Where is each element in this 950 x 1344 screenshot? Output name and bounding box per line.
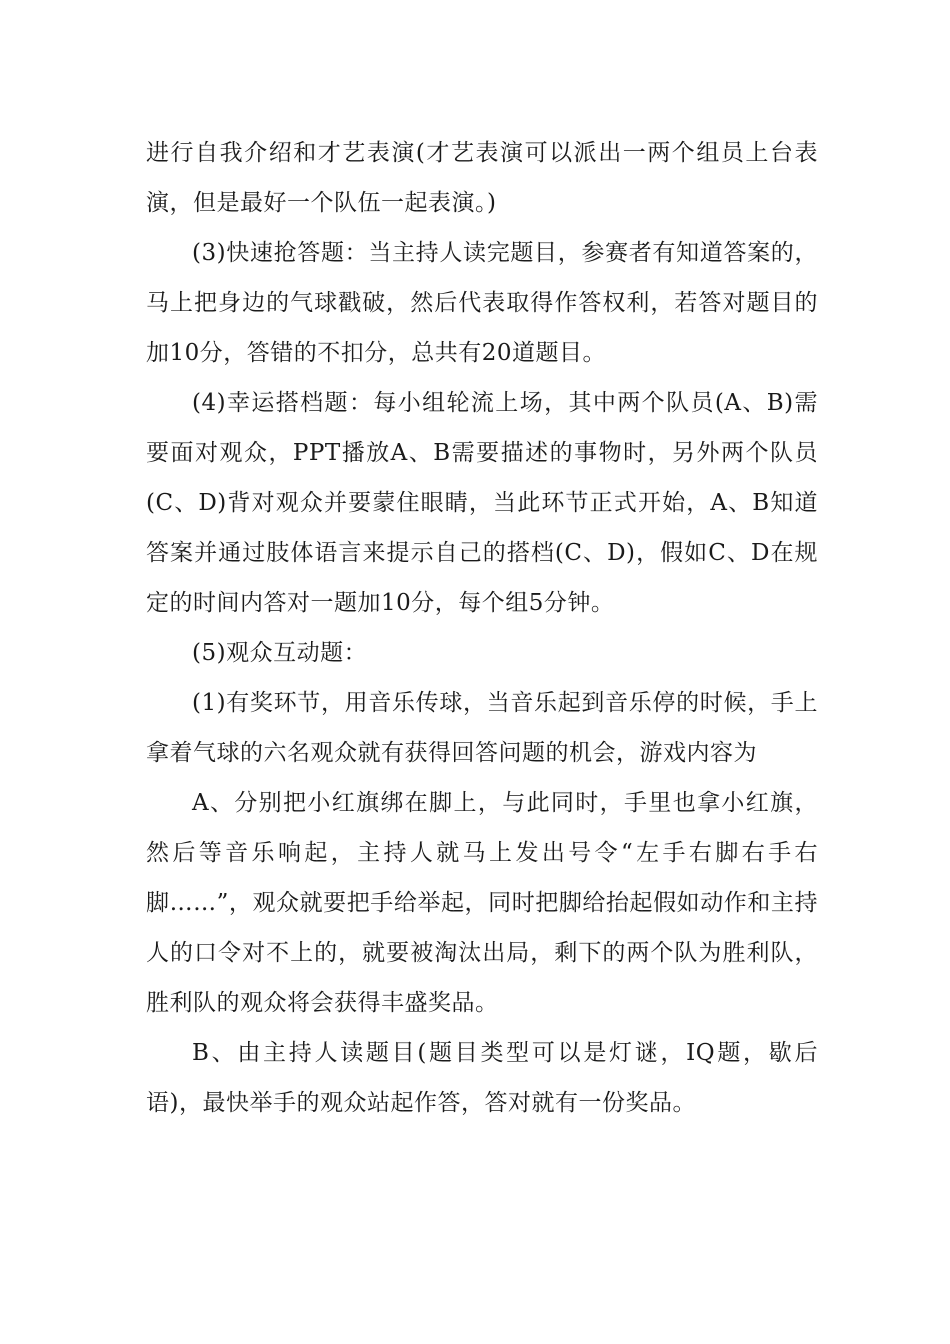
paragraph-prize-session: (1)有奖环节，用音乐传球，当音乐起到音乐停的时候，手上拿着气球的六名观众就有获得回答问题的机会，游戏内容为 [146, 690, 818, 766]
document-body [146, 128, 818, 1128]
paragraph-quick-answer: (3)快速抢答题：当主持人读完题目，参赛者有知道答案的，马上把身边的气球戳破，然后代表取得作答权利，若答对题目的加10分，答错的不扣分，总共有20道题目。 [146, 240, 818, 366]
paragraph-talent-intro: 进行自我介绍和才艺表演(才艺表演可以派出一两个组员上台表演，但是最好一个队伍一起表演。) [146, 140, 818, 216]
paragraph-lucky-partner: (4)幸运搭档题：每小组轮流上场，其中两个队员(A、B)需要面对观众，PPT播放A、B需要描述的事物时，另外两个队员(C、D)背对观众并要蒙住眼睛，当此环节正式开始，A、B知道答案并通过肢体语言来提示自己的搭档(C、D)，假如C、D在规定的时间内答对一题加10分，每个组5分钟。 [146, 390, 818, 616]
paragraph-red-flag-game: A、分别把小红旗绑在脚上，与此同时，手里也拿小红旗，然后等音乐响起，主持人就马上发出号令“左手右脚右手右脚……”，观众就要把手给举起，同时把脚给抬起假如动作和主持人的口令对不上的，就要被淘汰出局，剩下的两个队为胜利队，胜利队的观众将会获得丰盛奖品。 [146, 790, 818, 1016]
paragraph-audience-interaction: (5)观众互动题： [192, 640, 368, 666]
paragraph-riddle-game: B、由主持人读题目(题目类型可以是灯谜，IQ题，歇后语)，最快举手的观众站起作答，答对就有一份奖品。 [146, 1040, 818, 1116]
